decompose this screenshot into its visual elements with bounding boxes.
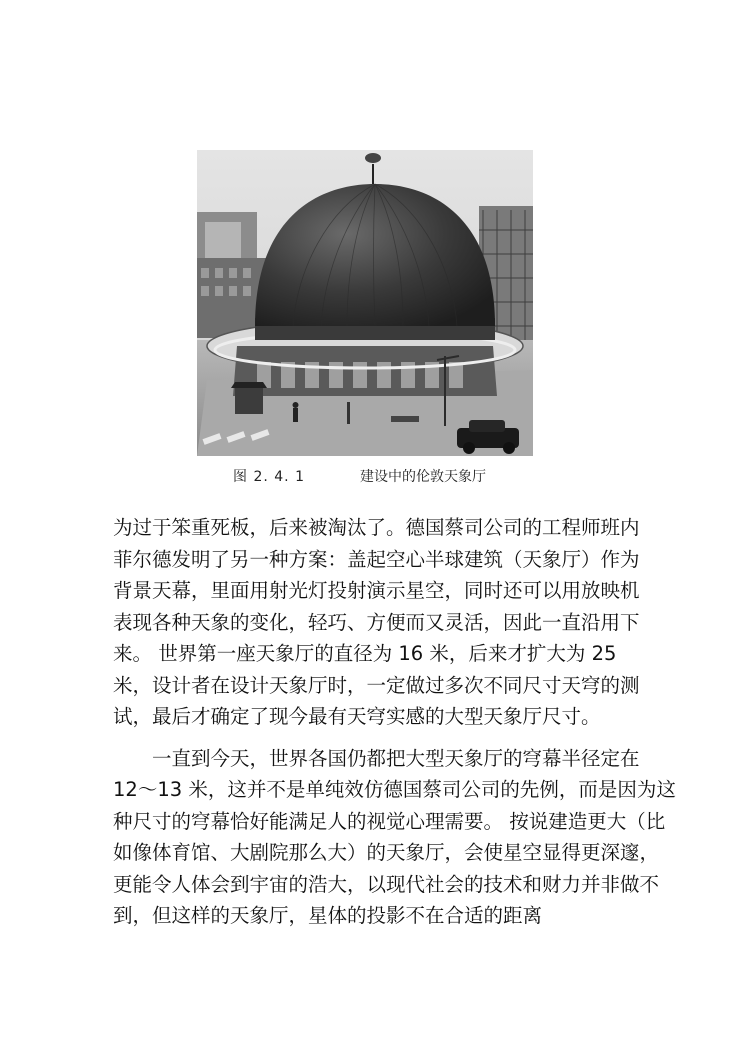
text-line: 到，但这样的天象厅，星体的投影不在合适的距离 — [113, 904, 543, 927]
text-line: 背景天幕，里面用射光灯投射演示星空，同时还可以用放映机 — [113, 579, 640, 602]
text-line: 一直到今天，世界各国仍都把大型天象厅的穹幕半径定在 — [113, 746, 640, 770]
text-line: 如像体育馆、大剧院那么大）的天象厅，会使星空显得更深邃， — [113, 841, 660, 864]
text-line: 12～13 米，这并不是单纯效仿德国蔡司公司的先例，而是因为这 — [113, 778, 676, 801]
text-line: 更能令人体会到宇宙的浩大，以现代社会的技术和财力并非做不 — [113, 872, 660, 896]
text-line: 为过于笨重死板，后来被淘汰了。德国蔡司公司的工程师班内 — [113, 516, 640, 539]
planetarium-photo — [197, 150, 533, 456]
text-line: 种尺寸的穹幕恰好能满足人的视觉心理需要。 按说建造更大（比 — [113, 809, 666, 833]
figure-caption-number: 图 2. 4. 1 — [233, 469, 305, 485]
body-text — [113, 512, 676, 932]
text-line: 菲尔德发明了另一种方案：盖起空心半球建筑（天象厅）作为 — [113, 547, 640, 571]
text-line: 试，最后才确定了现今最有天穹实感的大型天象厅尺寸。 — [113, 705, 601, 728]
figure-caption-title: 建设中的伦敦天象厅 — [360, 469, 486, 485]
paragraph — [113, 743, 676, 932]
text-line: 米，设计者在设计天象厅时，一定做过多次不同尺寸天穹的测 — [113, 673, 640, 697]
text-line: 表现各种天象的变化，轻巧、方便而又灵活，因此一直沿用下 — [113, 610, 640, 634]
text-line: 来。 世界第一座天象厅的直径为 16 米，后来才扩大为 25 — [113, 642, 617, 665]
paragraph — [113, 512, 640, 733]
